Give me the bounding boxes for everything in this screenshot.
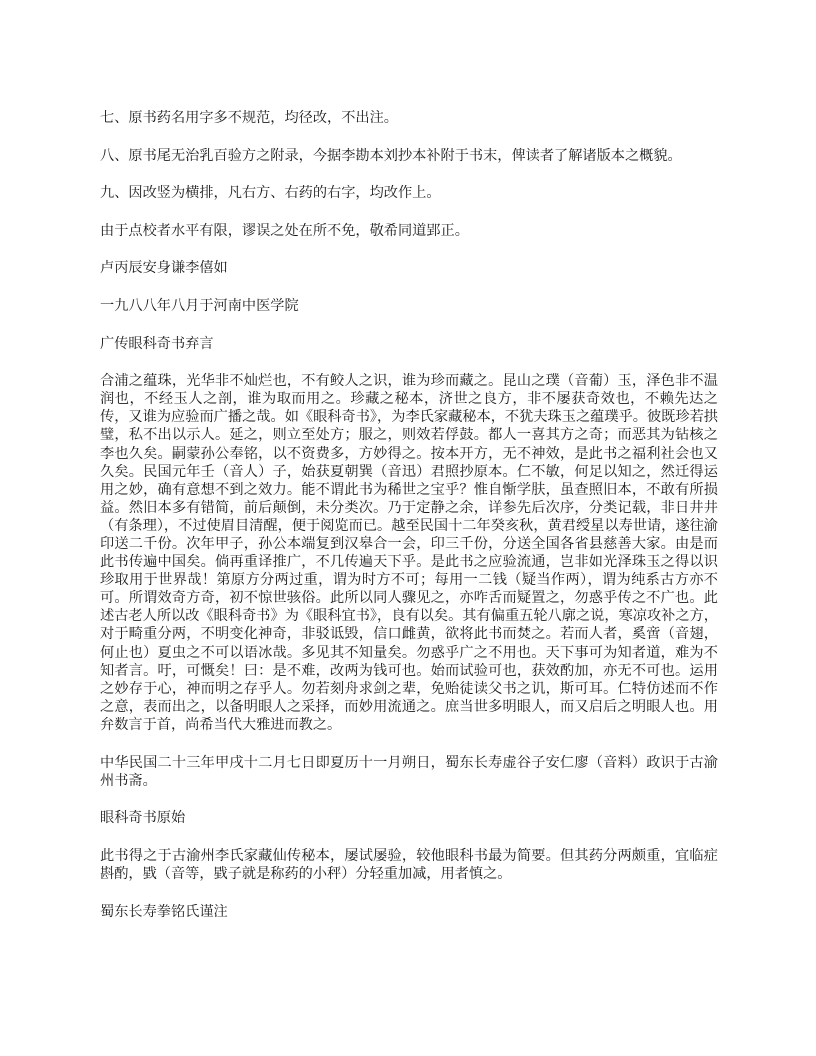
preface-title: 广传眼科奇书弃言 [100, 335, 214, 352]
origin-body: 此书得之于古渝州李氏家藏仙传秘本，屡试屡验，较他眼科书最为简要。但其药分两颇重，宜临症斟酌，戥（音等，戥子就是称药的小秤）分轻重加减，用者慎之。 [100, 847, 718, 882]
editor-note-7: 七、原书药名用字多不规范，均径改，不出注。 [100, 110, 398, 126]
editor-date-place: 一九八八年八月于河南中医学院 [100, 297, 299, 314]
editor-note-9: 九、因改竖为横排，凡右方、右药的右字，均改作上。 [100, 185, 441, 202]
preface-body: 合浦之蕴珠，光华非不灿烂也，不有鲛人之识，谁为珍而藏之。昆山之璞（音葡）玉，泽色非不温润也，不经玉人之剖，谁为取而用之。珍藏之秘本，济世之良方，非不屡获奇效也，不赖先达之传，又谁为应验而广播之哉。如《眼科奇书》，为李氏家藏秘本，不犹夫珠玉之蕴璞乎。彼既珍若拱璧，私不出以示人。延之，则立至处方；服之，则效若俘鼓。都人一喜其方之奇；而恶其为钻核之李也久矣。嗣蒙孙公奉铭，以不资费多，方妙得之。按本开方，无不神效，是此书之福利社会也又久矣。民国元年壬（音人）子，始获夏朝巽（音迅）君照抄原本。仁不敏，何足以知之，然迁得运用之妙，确有意想不到之效力。能不谓此书为稀世之宝乎？惟自惭学肤，虽查照旧本，不敢有所损益。然旧本多有错简，前后颠倒，未分类次。乃于定静之余，详参先后次序，分类记载，非日井井（有条理），不过使眉目清醒，便于阅览而已。越至民国十二年癸亥秋，黄君绶星以寿世请，遂往渝印送二千份。次年甲子，孙公本端复到汉皋合一会，印三千份，分送全国各省县慈善大家。由是而此书传遍中国矣。倘再重译推广，不几传遍天下乎。是此书之应验流通，岂非如光泽珠玉之得以识珍取用于世界哉！第原方分两过重，谓为时方不可；每用一二钱（疑当作两），谓为纯系古方亦不可。所谓效奇方奇，初不惊世骇俗。此所以同人骤见之，亦咋舌而疑置之，勿惑乎传之不广也。此述古老人所以改《眼科奇书》为《眼科宜书》，良有以矣。其有偏重五轮八廓之说，寒凉攻补之方，对于畸重分两，不明变化神奇，非驳诋毁，信口雌黄，欲将此书而焚之。若而人者，奚啻（音翅，何止也）夏虫之不可以语冰哉。多见其不知量矣。勿惑乎广之不用也。天下事可为知者道，难为不知者言。吁，可慨矣！曰：是不难，改两为钱可也。始而试验可也，获效酌加，亦无不可也。运用之妙存于心，神而明之存乎人。勿若刻舟求剑之辈，免贻徒读父书之讥，斯可耳。仁特仿述而不作之意，表而出之，以备明眼人之采择，而妙用流通之。庶当世多明眼人，而又启后之明眼人也。用弁数言于首，尚希当代大雅进而教之。 [100, 373, 718, 733]
preface-colophon: 中华民国二十三年甲戌十二月七日即夏历十一月朔日，蜀东长寿虚谷子安仁廖（音料）政识于古渝州书斋。 [100, 754, 718, 789]
editor-closing-remark: 由于点校者水平有限，谬误之处在所不免，敬希同道郢正。 [100, 222, 469, 239]
editor-note-8: 八、原书尾无治乳百验方之附录，今据李勘本刘抄本补附于书末，俾读者了解诸版本之概貌。 [100, 147, 682, 164]
origin-note: 蜀东长寿拳铭氏谨注 [100, 903, 228, 920]
editor-signature: 卢丙辰安身谦李僖如 [100, 260, 228, 277]
origin-title: 眼科奇书原始 [100, 810, 186, 827]
